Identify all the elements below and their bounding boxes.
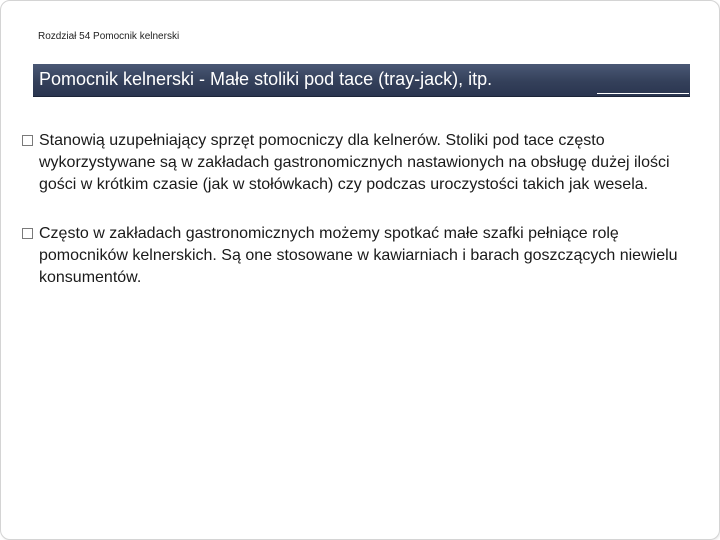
title-underline [597, 93, 689, 94]
square-bullet-icon [22, 228, 33, 239]
slide-title: Pomocnik kelnerski - Małe stoliki pod tace (tray-jack), itp. [39, 69, 493, 89]
bullet-text: Często w zakładach gastronomicznych możemy spotkać małe szafki pełniące rolę pomocników kelnerskich. Są one stosowane w kawiarniach i barach goszczących niewielu konsumentów. [39, 225, 678, 286]
square-bullet-icon [22, 135, 33, 146]
chapter-label: Rozdział 54 Pomocnik kelnerski [38, 31, 180, 42]
title-bar [33, 64, 690, 97]
bullet-text: Stanowią uzupełniający sprzęt pomocniczy dla kelnerów. Stoliki pod tace często wykorzystywane są w zakładach gastronomicznych nastawionych na obsługę dużej ilości gości w krótkim czasie (jak w stołówkach) czy podczas uroczystości takich jak wesela. [39, 132, 670, 193]
